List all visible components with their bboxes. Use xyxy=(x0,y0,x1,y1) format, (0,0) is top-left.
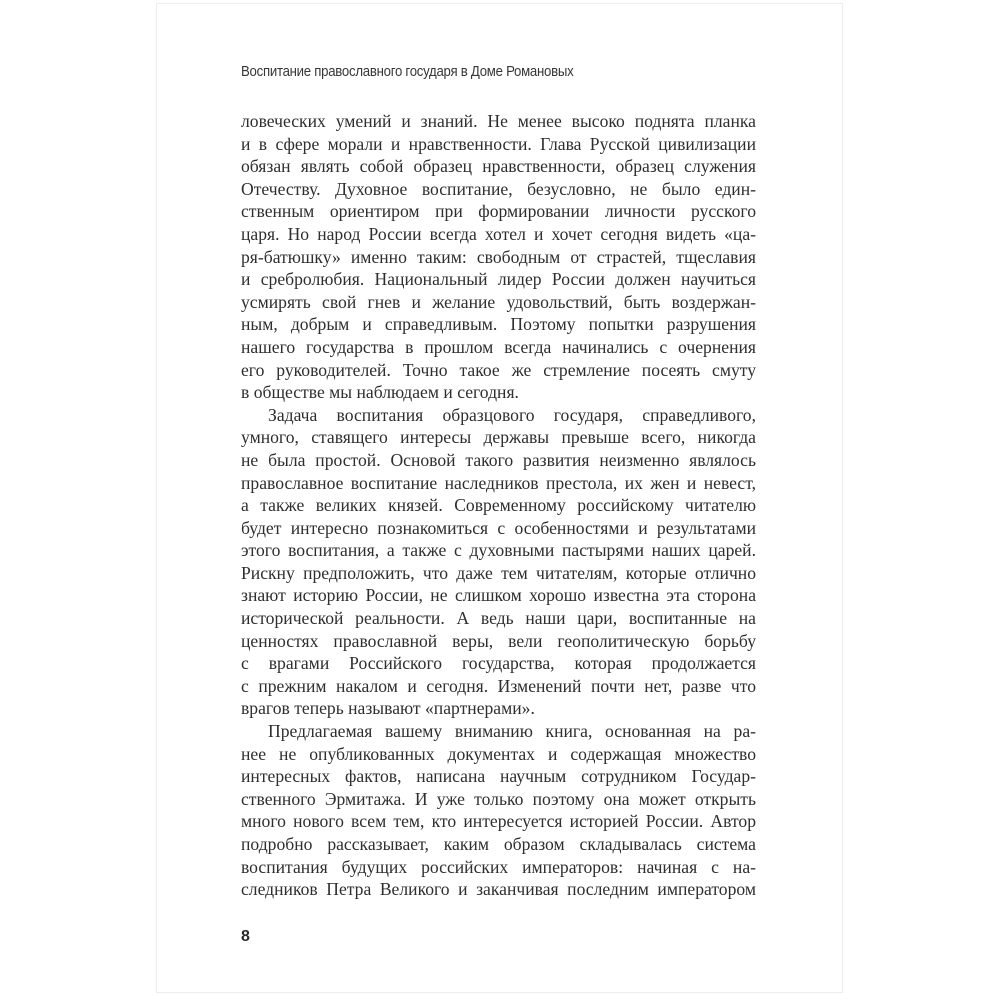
text-line: его руководителей. Точно такое же стремление посеять смуту xyxy=(241,359,756,380)
text-line: умного, ставящего интересы державы превыше всего, никогда xyxy=(241,427,756,448)
text-line: подробно рассказывает, каким образом складывалась система xyxy=(241,834,756,854)
text-line: с прежним накалом и сегодня. Изменений почти нет, разве что xyxy=(241,675,756,696)
text-line: воспитания будущих российских императоров: начиная с на- xyxy=(241,856,756,877)
text-line: Отечеству. Духовное воспитание, безусловно, не было един- xyxy=(241,178,756,199)
text-line: нашего государства в прошлом всегда начинались с очернения xyxy=(241,336,756,357)
text-line: ственного Эрмитажа. И уже только поэтому она может открыть xyxy=(241,788,756,809)
text-line: Рискну предположить, что даже тем читателям, которые отлично xyxy=(241,562,756,583)
book-page xyxy=(156,3,843,993)
text-line: следников Петра Великого и заканчивая последним императором xyxy=(241,879,756,900)
text-line: врагов теперь называют «партнерами». xyxy=(241,698,535,719)
text-line: ценностях православной веры, вели геополитическую борьбу xyxy=(241,630,756,651)
text-line: ловеческих умений и знаний. Не менее высоко поднята планка xyxy=(241,111,756,131)
paragraph xyxy=(241,404,756,720)
text-line: этого воспитания, а также с духовными пастырями наших царей. xyxy=(241,540,756,561)
text-line: будет интересно познакомиться с особенностями и результатами xyxy=(241,517,756,538)
page-number: 8 xyxy=(241,928,250,945)
text-line: ря-батюшку» именно таким: свободным от страстей, тщеславия xyxy=(241,246,756,267)
text-line: много нового всем тем, кто интересуется историей России. Автор xyxy=(241,811,756,832)
text-line: ным, добрым и справедливым. Поэтому попытки разрушения xyxy=(241,314,756,335)
text-line: интересных фактов, написана научным сотрудником Государ- xyxy=(241,766,756,787)
text-line: православное воспитание наследников престола, их жен и невест, xyxy=(241,472,756,493)
text-line: Задача воспитания образцового государя, справедливого, xyxy=(268,404,756,425)
text-line: а также великих князей. Современному российскому читателю xyxy=(241,495,756,516)
text-line: нее не опубликованных документах и содержащая множество xyxy=(241,743,756,764)
text-line: с врагами Российского государства, которая продолжается xyxy=(241,653,756,674)
text-line: в обществе мы наблюдаем и сегодня. xyxy=(241,382,519,403)
text-line: и в сфере морали и нравственности. Глава Русской цивилизации xyxy=(241,133,756,154)
text-line: и сребролюбия. Национальный лидер России должен научиться xyxy=(241,269,756,290)
text-line: Предлагаемая вашему вниманию книга, основанная на ра- xyxy=(268,721,756,742)
text-line: ственным ориентиром при формировании личности русского xyxy=(241,201,756,222)
text-line: усмирять свой гнев и желание удовольствий, быть воздержан- xyxy=(241,291,756,312)
text-line: исторической реальности. А ведь наши цари, воспитанные на xyxy=(241,608,756,629)
running-header: Воспитание православного государя в Доме Романовых xyxy=(241,63,574,80)
text-line: не была простой. Основой такого развития неизменно являлось xyxy=(241,449,756,470)
body-text xyxy=(241,110,756,901)
paragraph xyxy=(241,110,756,404)
text-line: знают историю России, не слишком хорошо известна эта сторона xyxy=(241,585,756,606)
paragraph xyxy=(241,720,756,901)
text-line: царя. Но народ России всегда хотел и хочет сегодня видеть «ца- xyxy=(241,223,756,244)
text-line: обязан являть собой образец нравственности, образец служения xyxy=(241,156,756,177)
